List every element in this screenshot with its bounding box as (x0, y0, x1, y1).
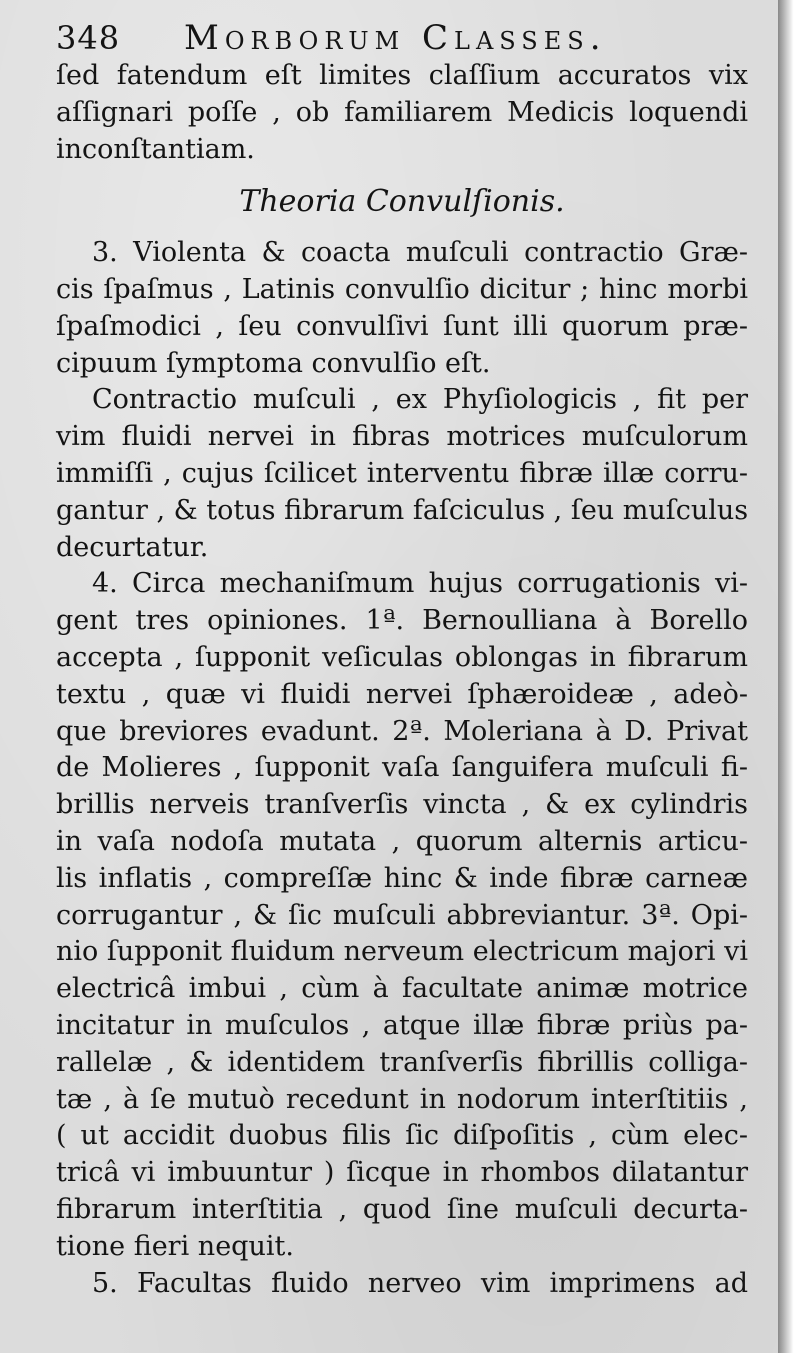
page-body (56, 58, 748, 1302)
text-line: aſſignari poſſe , ob familiarem Medicis loquendi (56, 96, 748, 128)
text-line: ſpaſmodici , ſeu convulſivi ſunt illi quorum præ- (56, 310, 748, 342)
text-line: in vaſa nodoſa mutata , quorum alternis articu- (56, 825, 748, 857)
paragraph-3 (56, 235, 748, 382)
text-line: lis inflatis , compreſſæ hinc & inde fibræ carneæ (56, 862, 748, 894)
text-line: tricâ vi imbuuntur ) ſicque in rhombos dilatantur (56, 1157, 748, 1189)
text-line: 4. Circa mechaniſmum hujus corrugationis vi- (92, 568, 748, 600)
page-header (56, 18, 748, 58)
text-line: tæ , à ſe mutuò recedunt in nodorum interſtitiis , (56, 1083, 748, 1115)
text-line: immiſſi , cujus ſcilicet interventu fibræ illæ corru- (56, 457, 748, 489)
running-head: Morborum Classes. (184, 18, 607, 58)
text-line: 5. Facultas fluido nerveo vim imprimens ad (92, 1267, 748, 1299)
text-line: brillis nerveis tranſverſis vincta , & ex cylindris (56, 789, 748, 821)
text-line: textu , quæ vi fluidi nervei ſphæroideæ , adeò- (56, 678, 748, 710)
text-line: electricâ imbui , cùm à facultate animæ motrice (56, 973, 748, 1005)
text-line: fibrarum interſtitia , quod ſine muſculi decurta- (56, 1193, 748, 1225)
text-line: ( ut accidit duobus filis ſic diſpoſitis , cùm elec- (56, 1120, 748, 1152)
text-line: vim fluidi nervei in fibras motrices muſculorum (56, 421, 748, 453)
paragraph-5 (56, 1266, 748, 1303)
text-line: corrugantur , & ſic muſculi abbreviantur. 3ª. Opi- (56, 899, 748, 931)
text-line: incitatur in muſculos , atque illæ fibræ priùs pa- (56, 1009, 748, 1041)
text-line: rallelæ , & identidem tranſverſis fibrillis colliga- (56, 1046, 748, 1078)
text-line: cipuum ſymptoma convulſio eſt. (56, 347, 491, 379)
text-line: decurtatur. (56, 531, 209, 563)
text-line: gent tres opiniones. 1ª. Bernoulliana à Borello (56, 605, 748, 637)
text-line: que breviores evadunt. 2ª. Moleriana à D. Privat (56, 715, 748, 747)
text-line: 3. Violenta & coacta muſculi contractio Græ- (92, 237, 748, 269)
paragraph-3b (56, 382, 748, 566)
text-line: ſed fatendum eſt limites claſſium accuratos vix (56, 60, 748, 91)
text-line: Contractio muſculi , ex Phyſiologicis , fit per (92, 384, 748, 416)
text-line: nio ſupponit fluidum nerveum electricum majori vi (56, 936, 748, 968)
page-number: 348 (56, 19, 121, 57)
text-line: accepta , ſupponit veſiculas oblongas in fibrarum (56, 641, 748, 673)
paragraph-4 (56, 566, 748, 1265)
text-line: de Molieres , ſupponit vaſa ſanguifera muſculi fi- (56, 752, 748, 784)
section-title: Theoria Convulſionis. (239, 184, 565, 220)
text-line: cis ſpaſmus , Latinis convulſio dicitur ; hinc morbi (56, 273, 748, 305)
text-line: tione fieri nequit. (56, 1230, 294, 1262)
intro-paragraph (56, 58, 748, 168)
text-line: gantur , & totus fibrarum faſciculus , ſeu muſculus (56, 494, 749, 526)
text-line: inconſtantiam. (56, 133, 255, 165)
